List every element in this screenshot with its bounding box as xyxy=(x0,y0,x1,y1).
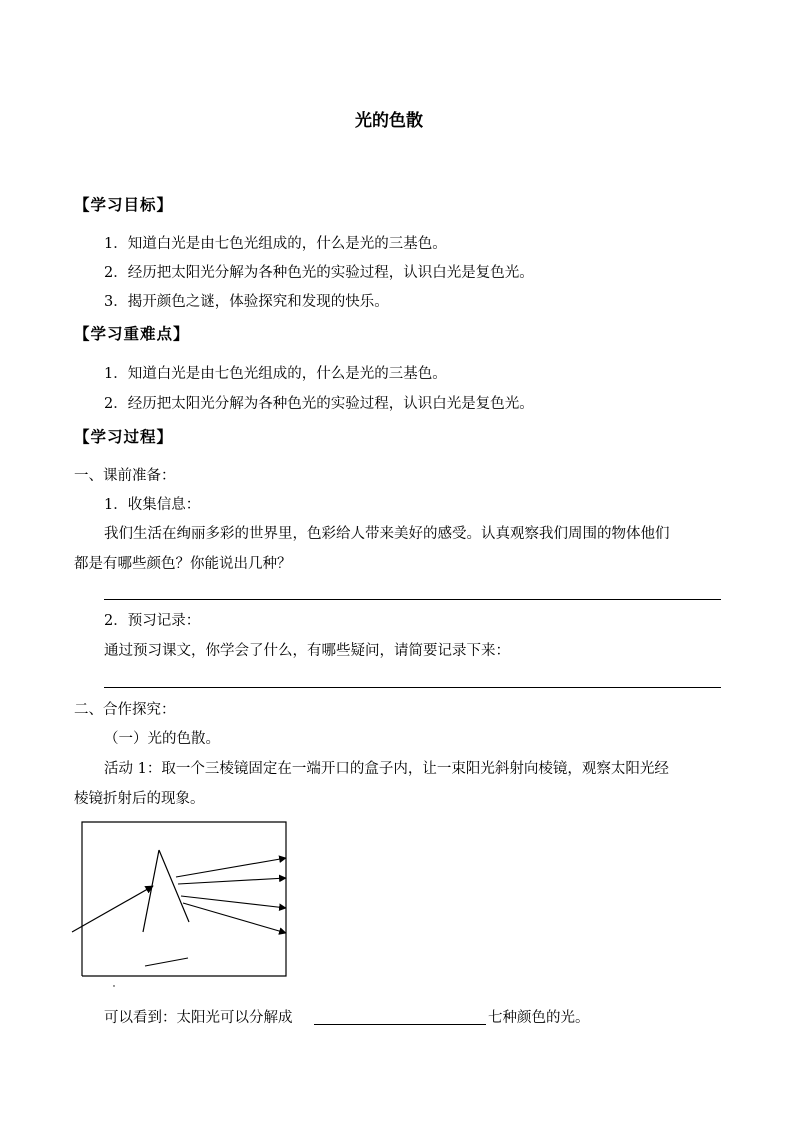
goal-item-3: 3．揭开颜色之谜，体验探究和发现的快乐。 xyxy=(104,294,389,310)
part2-heading: 二、合作探究： xyxy=(74,702,176,718)
subsection-dispersion-heading: （一）光的色散。 xyxy=(104,731,220,747)
key-point-item-1: 1．知道白光是由七色光组成的，什么是光的三基色。 xyxy=(104,366,447,382)
question1-text-line1: 我们生活在绚丽多彩的世界里，色彩给人带来美好的感受。认真观察我们周围的物体他们 xyxy=(104,526,670,542)
goal-item-2: 2．经历把太阳光分解为各种色光的实验过程，认识白光是复色光。 xyxy=(104,265,534,281)
answer-line-1[interactable] xyxy=(104,599,721,600)
section-heading-learning-process: 【学习过程】 xyxy=(74,427,174,446)
answer-line-2[interactable] xyxy=(104,687,721,688)
key-point-item-2: 2．经历把太阳光分解为各种色光的实验过程，认识白光是复色光。 xyxy=(104,396,534,412)
section-heading-learning-goals: 【学习目标】 xyxy=(74,195,174,214)
question2-label: 2．预习记录： xyxy=(104,613,201,629)
section-heading-key-points: 【学习重难点】 xyxy=(74,324,190,343)
prism-dispersion-diagram xyxy=(68,818,294,994)
part1-heading: 一、课前准备： xyxy=(74,468,176,484)
activity1-text-line1: 活动 1：取一个三棱镜固定在一端开口的盒子内，让一束阳光斜射向棱镜，观察太阳光经 xyxy=(104,761,669,777)
result-blank-line[interactable] xyxy=(314,1024,486,1025)
question1-text-line2: 都是有哪些颜色？你能说出几种？ xyxy=(74,556,292,572)
page-title: 光的色散 xyxy=(355,111,423,131)
result-prefix: 可以看到：太阳光可以分解成 xyxy=(104,1010,293,1026)
question2-text: 通过预习课文，你学会了什么，有哪些疑问，请简要记录下来： xyxy=(104,643,510,659)
activity1-text-line2: 棱镜折射后的现象。 xyxy=(74,791,205,807)
question1-label: 1．收集信息： xyxy=(104,497,201,513)
goal-item-1: 1．知道白光是由七色光组成的，什么是光的三基色。 xyxy=(104,236,447,252)
result-suffix: 七种颜色的光。 xyxy=(488,1010,590,1026)
